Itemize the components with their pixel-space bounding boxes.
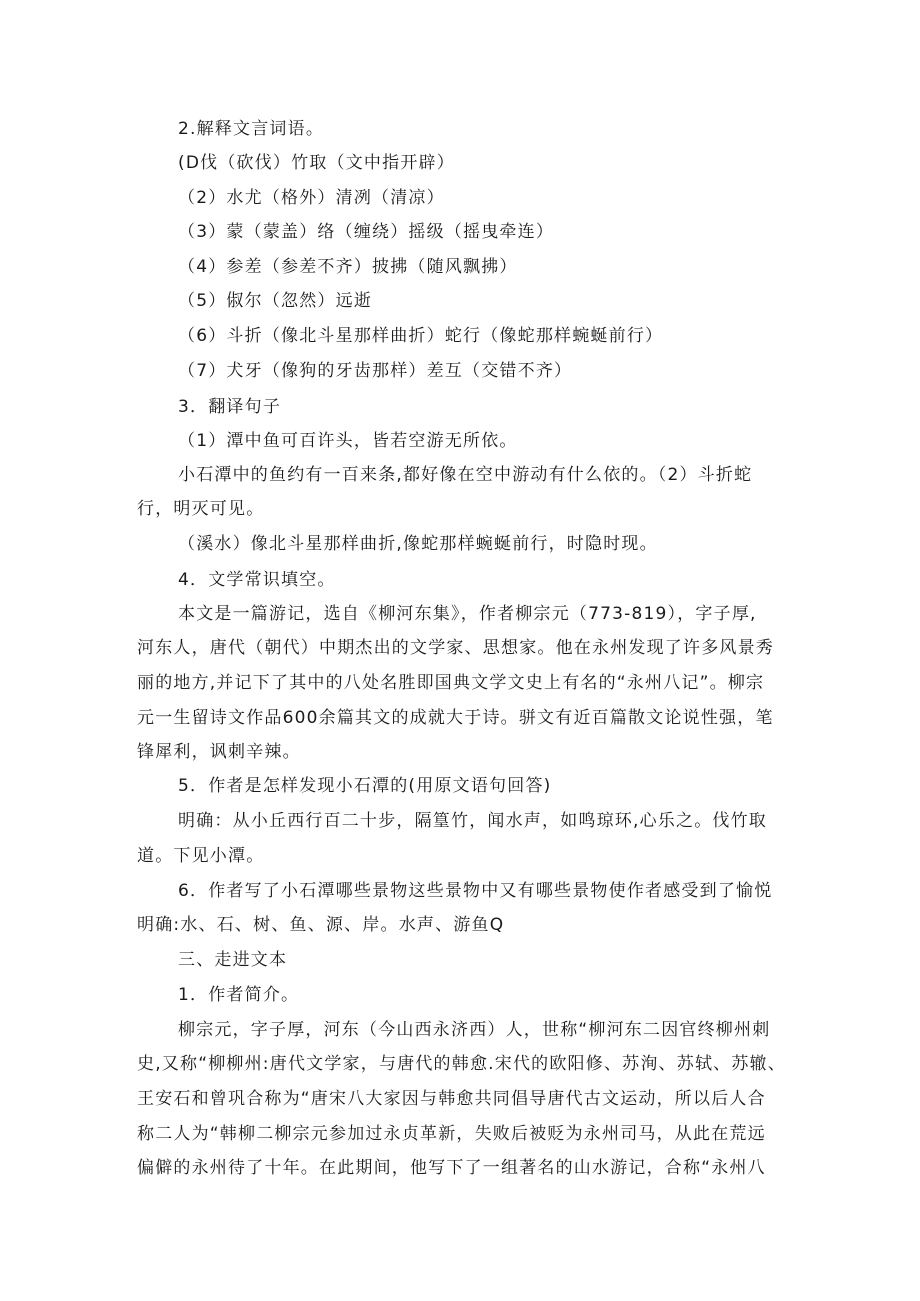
vocab-item-5: （5）俶尔（忽然）远逝 — [178, 291, 373, 311]
paragraph-line: 河东人，唐代（朝代）中期杰出的文学家、思想家。他在永州发现了许多风景秀 — [137, 638, 774, 658]
paragraph-line: 丽的地方,并记下了其中的八处名胜即国典文学文史上有名的“永州八记”。柳宗 — [137, 673, 765, 693]
paragraph-line: 元一生留诗文作品600余篇其文的成就大于诗。骈文有近百篇散文论说性强，笔 — [137, 708, 774, 728]
paragraph-line: 偏僻的永州待了十年。在此期间，他写下了一组著名的山水游记，合称“永州八 — [137, 1158, 766, 1178]
paragraph-line: 本文是一篇游记，选自《柳河东集》，作者柳宗元（773-819），字子厚, — [178, 604, 757, 624]
section-5-heading: 5．作者是怎样发现小石潭的(用原文语句回答) — [178, 776, 552, 796]
paragraph-line: 锋犀利，讽刺辛辣。 — [137, 742, 301, 762]
paragraph-line: 史,又称“柳柳州:唐代文学家，与唐代的韩愈.宋代的欧阳修、苏洵、苏轼、苏辙、 — [137, 1054, 786, 1074]
paragraph-line: 称二人为“韩柳二柳宗元参加过永贞革新，失败后被贬为永州司马，从此在荒远 — [137, 1124, 766, 1144]
vocab-item-2: （2）水尤（格外）清冽（清凉） — [178, 188, 445, 208]
vocab-item-1: (D伐（砍伐）竹取（文中指开辟） — [178, 153, 455, 173]
paragraph-line: （溪水）像北斗星那样曲折,像蛇那样蜿蜒前行，时隐时现。 — [178, 534, 658, 554]
section-4-heading: 4．文学常识填空。 — [178, 570, 336, 590]
section-3-heading: 3．翻译句子 — [178, 397, 282, 417]
vocab-item-3: （3）蒙（蒙盖）络（缠绕）摇级（摇曳牵连） — [178, 222, 555, 242]
paragraph-line: 道。下见小潭。 — [137, 846, 265, 866]
author-intro-heading: 1．作者简介。 — [178, 985, 300, 1005]
paragraph-line: 王安石和曾巩合称为“唐宋八大家因与韩愈共同倡导唐代古文运动，所以后人合 — [137, 1089, 766, 1109]
vocab-item-6: （6）斗折（像北斗星那样曲折）蛇行（像蛇那样蜿蜒前行） — [178, 326, 664, 346]
paragraph-line: 明确:水、石、树、鱼、源、岸。水声、游鱼Q — [137, 915, 505, 935]
vocab-item-4: （4）参差（参差不齐）披拂（随风飘拂） — [178, 257, 518, 277]
paragraph-line: 行，明灭可见。 — [137, 499, 265, 519]
section-2-heading: 2.解释文言词语。 — [178, 119, 325, 139]
section-6-heading: 6．作者写了小石潭哪些景物这些景物中又有哪些景物使作者感受到了愉悦 — [178, 881, 773, 901]
part-3-heading: 三、走进文本 — [178, 950, 288, 970]
translate-item-1: （1）潭中鱼可百许头，皆若空游无所依。 — [178, 431, 518, 451]
vocab-item-7: （7）犬牙（像狗的牙齿那样）差互（交错不齐） — [178, 361, 573, 381]
paragraph-line: 小石潭中的鱼约有一百来条,都好像在空中游动有什么依的。（2）斗折蛇 — [178, 465, 753, 485]
paragraph-line: 柳宗元，字子厚，河东（今山西永济西）人，世称“柳河东二因官终柳州刺 — [178, 1020, 771, 1040]
paragraph-line: 明确：从小丘西行百二十步，隔篁竹，闻水声，如鸣琼环,心乐之。伐竹取 — [178, 811, 768, 831]
